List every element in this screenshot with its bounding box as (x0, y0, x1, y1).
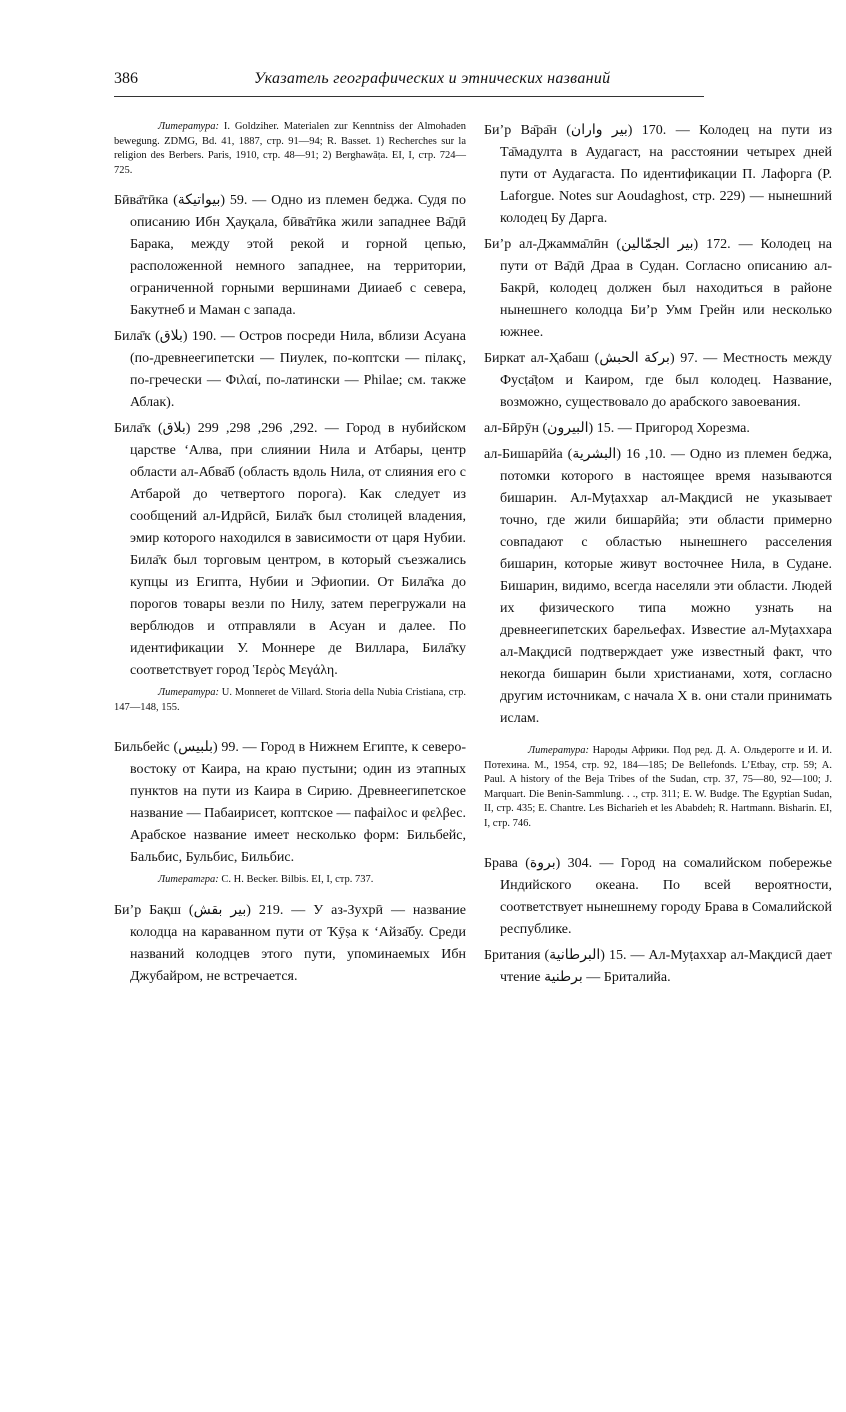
index-entry: Британия (البرطانية) 15. — Ал-Муṭаххар ал-Мақдисӣ дает чтение برطنية — Бриталийа. (484, 948, 832, 985)
literature-text: C. H. Becker. Bilbis. EI, I, стр. 737. (218, 874, 374, 885)
literature-note (114, 873, 466, 888)
literature-label: Литература: (158, 687, 219, 698)
index-entry: Бильбейс (بلبيس) 99. — Город в Нижнем Египте, к северо-востоку от Каира, на краю пустыни; один из этапных пунктов на пути из Каира в Сирию. Древнеегипетское название — Пабаирисет, коптское — пафаіλос и φελβес. Арабское название имеет несколько форм: Бильбейс, Бальбис, Бульбис, Бильбис. (114, 740, 466, 865)
index-entry: ал-Бӣрӯн (البيرون) 15. — Пригород Хорезма. (484, 421, 750, 436)
literature-label: Литература: (158, 121, 219, 132)
literature-note (114, 120, 466, 178)
literature-label: Литератгра: (158, 874, 219, 885)
literature-note (114, 686, 466, 715)
page-header (104, 70, 804, 96)
running-title: Указатель географических и этнических названий (254, 70, 611, 87)
literature-note (484, 744, 832, 831)
index-entry: Брава (بروة) 304. — Город на сомалийском побережье Индийского океана. По всей вероятности, соответствует нынешнему городу Брава в Сомалийской республике. (484, 856, 832, 937)
spacer (114, 727, 466, 737)
index-entry: Била̄ҡ (بلاق) 190. — Остров посреди Нила, вблизи Асуана (по-древнеегипетски — Пиулек, по-коптски — пілакҁ, по-гречески — Φιλαί, по-латински — Philae; см. также Аблак). (114, 329, 466, 410)
index-entry: Би’р Ва̄ра̄н (بير واران) 170. — Колодец на пути из Та̄мадулта в Аудагаст, на расстоянии четырех дней пути от Аудагаста. По идентификации П. Лафорга (P. Laforgue. Notes sur Aoudaghost, стр. 229) — нынешний колодец Бу Дарга. (484, 123, 832, 226)
literature-text: I. Goldziher. Materialen zur Kenntniss der Almohaden bewegung. ZDMG, Bd. 41, 1887, стр. 91—94; R. Basset. 1) Recherches sur la religion des Berbers. Paris, 1910, стр. 48—91; 2) Berghawāṭa. EI, I, стр. 724—725. (114, 121, 466, 176)
index-entry: Би’р ал-Джамма̄лӣн (بير الجمّالين) 172. — Колодец на пути от Ва̄дӣ Драа в Судан. Согласно описанию ал-Бакрӣ, колодец должен был находиться в районе нынешнего колодца Би’р Умм Грейн или несколько южнее. (484, 237, 832, 340)
literature-text: Народы Африки. Под ред. Д. А. Ольдерогге и И. И. Потехина. М., 1954, стр. 92, 184—185; De Bellefonds. L’Etbay, стр. 59; A. Paul. A history of the Beja Tribes of the Sudan, стр. 37, 75—80, 92—100; J. Marquart. Die Benin-Sammlung. . ., стр. 311; E. W. Budge. The Egyptian Sudan, II, стр. 435; E. Chantre. Les Bicharieh et les Ababdeh; R. Hartmann. Bisharin. EI, I, стр. 746. (484, 745, 832, 829)
index-entry: ал-Бишарӣйа (البشرية) 10, 16. — Одно из племен беджа, потомки которого в настоящее время называются бишарин. Ал-Муṭаххар ал-Мақдисӣ не указывает точно, где жили бишарӣйа; эти области примерно совпадают с областью нынешнего расселения бишарин, которые живут восточнее Нила, в Судане. Бишарин, видимо, всегда населяли эти области. Людей их физического типа можно узнать на древнеегипетских барельефах. Известие ал-Муṭаххара ал-Мақдисӣ подтверждает уже известный факт, что некогда бишарин были христианами, хотя, согласно другим источникам, с начала X в. они стали принимать ислам. (484, 447, 832, 726)
spacer (484, 843, 832, 853)
left-column (114, 120, 466, 992)
index-entry: Биркат ал-Ҳабаш (بركة الحبش) 97. — Местность между Фусṭа̄ṭом и Каиром, где был колодец. Название, возможно, существовало до арабского завоевания. (484, 351, 832, 410)
right-column (484, 120, 832, 993)
index-entry: Би’р Бақш (بير بقش) 219. — У аз-Зухрӣ — название колодца на караванном пути от Ҡӯṣа к ‘Айза̄бу. Среди названий колодцев этого пути, упоминаемых Ибн Джубайром, не встречается. (114, 902, 466, 984)
literature-label: Литература: (528, 745, 589, 756)
literature-text: U. Monneret de Villard. Storia della Nubia Cristiana, стр. 147—148, 155. (114, 687, 466, 713)
index-entry: Бӣва̄тӣка (بيواتيكة) 59. — Одно из племен беджа. Судя по описанию Ибн Ҳауқала, бӣва̄тӣка жили западнее Ва̄дӣ Барака, между этой рекой и горной цепью, расположенной немного западнее, на территории, ограниченной горными вершинами Дииаеб с севера, Бакутнеб и Маман с запада. (114, 193, 466, 318)
index-entry: Била̄ҡ (بلاق) 292, 296, 298, 299. — Город в нубийском царстве ‘Алва, при слиянии Нила и Атбары, центр области ал-Абва̄б (область вдоль Нила, от слияния его с Атбарой до четвертого порога). Как следует из сообщений ал-Идрӣсӣ, Била̄ҡ был столицей владения, эмир которого находился в зависимости от царя Нубии. Била̄ҡ был торговым центром, в который съезжались купцы из Египта, Нубии и Эфиопии. От Била̄ҡа до порогов товары везли по Нилу, затем перегружали на верблюдов и отправляли в Асуан и далее. По идентификации У. Моннере де Виллара, Била̄ҡу соответствует город Ἱερὸς Μεγάλη. (114, 421, 467, 678)
header-rule (114, 96, 704, 97)
page-number: 386 (114, 70, 138, 87)
spacer (484, 734, 832, 744)
